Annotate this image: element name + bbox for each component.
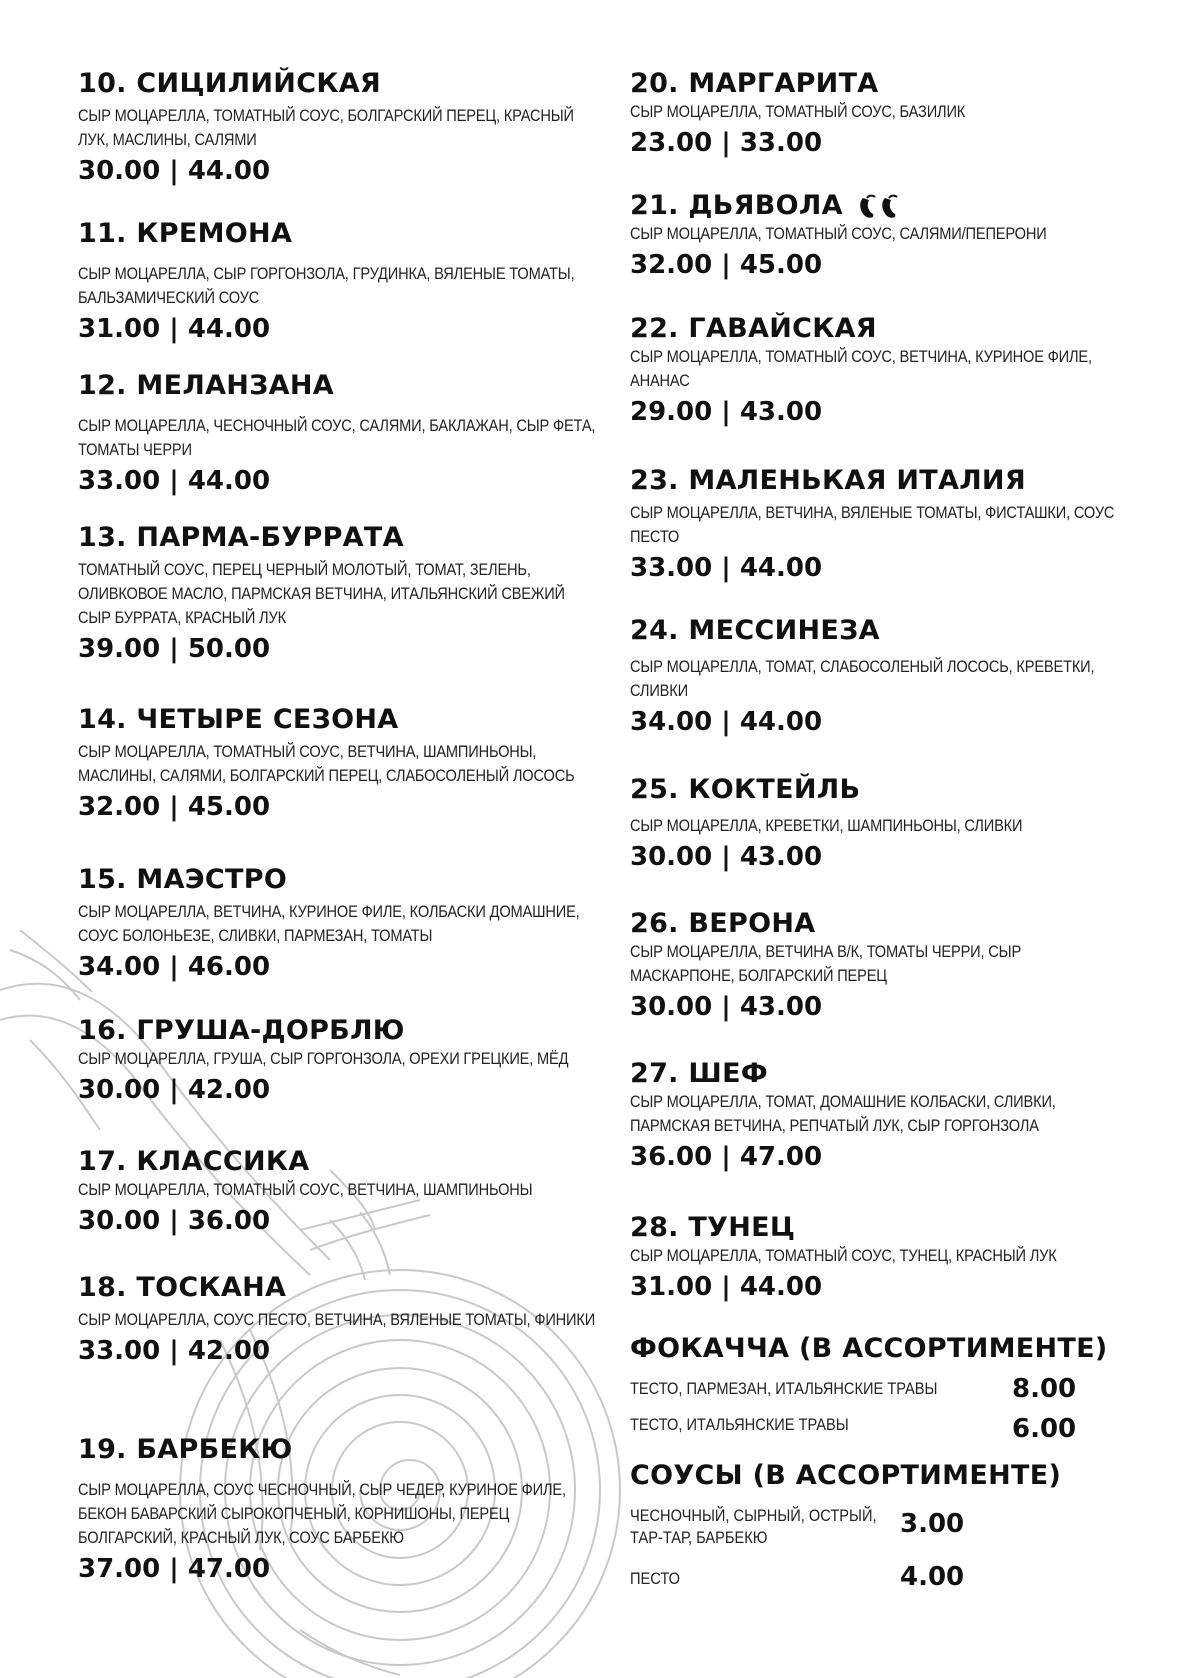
- item-price: 34.00 | 46.00: [78, 952, 271, 982]
- menu-item-15: [78, 864, 598, 984]
- item-price: 30.00 | 42.00: [78, 1075, 271, 1105]
- item-description: СЫР МОЦАРЕЛЛА, ЧЕСНОЧНЫЙ СОУС, САЛЯМИ, БАКЛАЖАН, СЫР ФЕТА, ТОМАТЫ ЧЕРРИ: [78, 416, 596, 459]
- item-description: СЫР МОЦАРЕЛЛА, ВЕТЧИНА В/К, ТОМАТЫ ЧЕРРИ, СЫР МАСКАРПОНЕ, БОЛГАРСКИЙ ПЕРЕЦ: [630, 942, 1022, 985]
- item-title: 27. ШЕФ: [630, 1058, 768, 1089]
- menu-item-17: [78, 1146, 598, 1238]
- menu-item-24: [630, 615, 1130, 739]
- item-price: 4.00: [900, 1562, 965, 1592]
- menu-item-11: [78, 218, 598, 346]
- menu-item-22: [630, 313, 1130, 429]
- item-price: 33.00 | 44.00: [78, 466, 271, 496]
- item-price: 3.00: [900, 1509, 965, 1539]
- item-description: ПЕСТО: [630, 1569, 680, 1588]
- item-price: 37.00 | 47.00: [78, 1554, 271, 1584]
- item-price: 33.00 | 44.00: [630, 553, 823, 583]
- item-price: 29.00 | 43.00: [630, 397, 823, 427]
- focaccia-section: [630, 1333, 1108, 1365]
- menu-item-13: [78, 522, 598, 666]
- item-price: 39.00 | 50.00: [78, 634, 271, 664]
- item-price: 31.00 | 44.00: [630, 1272, 823, 1302]
- item-description: СЫР МОЦАРЕЛЛА, СЫР ГОРГОНЗОЛА, ГРУДИНКА, ВЯЛЕНЫЕ ТОМАТЫ, БАЛЬЗАМИЧЕСКИЙ СОУС: [78, 264, 575, 307]
- item-title-text: 21. ДЬЯВОЛА: [630, 190, 843, 221]
- item-title: 12. МЕЛАНЗАНА: [78, 370, 334, 401]
- menu-item-21: [630, 190, 1114, 282]
- item-price: 30.00 | 44.00: [78, 156, 271, 186]
- item-description: ТЕСТО, ИТАЛЬЯНСКИЕ ТРАВЫ: [630, 1415, 849, 1434]
- item-description: СЫР МОЦАРЕЛЛА, СОУС ПЕСТО, ВЕТЧИНА, ВЯЛЕНЫЕ ТОМАТЫ, ФИНИКИ: [78, 1310, 596, 1329]
- item-title: 20. МАРГАРИТА: [630, 68, 879, 99]
- item-title: 15. МАЭСТРО: [78, 864, 288, 895]
- item-price: 34.00 | 44.00: [630, 707, 823, 737]
- item-description: ЧЕСНОЧНЫЙ, СЫРНЫЙ, ОСТРЫЙ,: [630, 1506, 877, 1525]
- item-description: СЫР МОЦАРЕЛЛА, ВЕТЧИНА, КУРИНОЕ ФИЛЕ, КОЛБАСКИ ДОМАШНИЕ, СОУС БОЛОНЬЕЗЕ, СЛИВКИ, ПАРМЕЗАН, ТОМАТЫ: [78, 902, 580, 945]
- menu-item-27: [630, 1058, 1130, 1174]
- item-title: 14. ЧЕТЫРЕ СЕЗОНА: [78, 704, 399, 735]
- item-title: 23. МАЛЕНЬКАЯ ИТАЛИЯ: [630, 465, 1026, 496]
- item-title: 13. ПАРМА-БУРРАТА: [78, 522, 404, 553]
- sauces-title: СОУСЫ (В АССОРТИМЕНТЕ): [630, 1460, 1062, 1491]
- item-title: 16. ГРУША-ДОРБЛЮ: [78, 1015, 405, 1046]
- item-price: 32.00 | 45.00: [630, 250, 823, 280]
- item-description: СЫР МОЦАРЕЛЛА, ТОМАТНЫЙ СОУС, ВЕТЧИНА, КУРИНОЕ ФИЛЕ, АНАНАС: [630, 347, 1092, 390]
- item-description: СЫР МОЦАРЕЛЛА, ТОМАТНЫЙ СОУС, БАЗИЛИК: [630, 102, 966, 121]
- item-description: ТЕСТО, ПАРМЕЗАН, ИТАЛЬЯНСКИЕ ТРАВЫ: [630, 1379, 938, 1398]
- item-description: СЫР МОЦАРЕЛЛА, СОУС ЧЕСНОЧНЫЙ, СЫР ЧЕДЕР, КУРИНОЕ ФИЛЕ, БЕКОН БАВАРСКИЙ СЫРОКОПЧЕНЫЙ, КОРНИШОНЫ, ПЕРЕЦ БОЛГАРСКИЙ, КРАСНЫЙ ЛУК, СОУС БАРБЕКЮ: [78, 1480, 566, 1547]
- item-description: СЫР МОЦАРЕЛЛА, ТОМАТНЫЙ СОУС, ВЕТЧИНА, ШАМПИНЬОНЫ, МАСЛИНЫ, САЛЯМИ, БОЛГАРСКИЙ ПЕРЕЦ, СЛАБОСОЛЕНЫЙ ЛОСОСЬ: [78, 742, 575, 785]
- menu-item-28: [630, 1212, 1126, 1304]
- menu-item-19: [78, 1434, 598, 1586]
- menu-item-25: [630, 774, 1086, 874]
- item-title: 26. ВЕРОНА: [630, 908, 816, 939]
- item-description: СЫР МОЦАРЕЛЛА, ТОМАТНЫЙ СОУС, БОЛГАРСКИЙ ПЕРЕЦ, КРАСНЫЙ ЛУК, МАСЛИНЫ, САЛЯМИ: [78, 106, 574, 149]
- sauces-section: [630, 1460, 1061, 1492]
- item-title: [630, 190, 1114, 222]
- menu-item-18: [78, 1272, 598, 1368]
- menu-item-10: [78, 68, 598, 188]
- chili-peppers-icon: [855, 194, 903, 220]
- item-description: СЫР МОЦАРЕЛЛА, ТОМАТ, ДОМАШНИЕ КОЛБАСКИ, СЛИВКИ, ПАРМСКАЯ ВЕТЧИНА, РЕПЧАТЫЙ ЛУК, СЫР ГОРГОНЗОЛА: [630, 1092, 1056, 1135]
- item-description: СЫР МОЦАРЕЛЛА, ТОМАТ, СЛАБОСОЛЕНЫЙ ЛОСОСЬ, КРЕВЕТКИ, СЛИВКИ: [630, 657, 1095, 700]
- menu-item-20: [630, 68, 1020, 160]
- item-title: 17. КЛАССИКА: [78, 1146, 310, 1177]
- item-description: СЫР МОЦАРЕЛЛА, ГРУША, СЫР ГОРГОНЗОЛА, ОРЕХИ ГРЕЦКИЕ, МЁД: [78, 1049, 569, 1068]
- item-title: 10. СИЦИЛИЙСКАЯ: [78, 68, 381, 99]
- item-price: 6.00: [1012, 1414, 1077, 1444]
- item-title: 28. ТУНЕЦ: [630, 1212, 796, 1243]
- item-description-line-2: ТАР-ТАР, БАРБЕКЮ: [630, 1528, 768, 1547]
- item-title: 25. КОКТЕЙЛЬ: [630, 774, 861, 805]
- item-title: 24. МЕССИНЕЗА: [630, 615, 880, 646]
- item-price: 23.00 | 33.00: [630, 128, 823, 158]
- item-price: 30.00 | 36.00: [78, 1206, 271, 1236]
- menu-item-16: [78, 1015, 598, 1107]
- item-title: 18. ТОСКАНА: [78, 1272, 287, 1303]
- item-price: 33.00 | 42.00: [78, 1336, 271, 1366]
- menu-item-23: [630, 465, 1130, 585]
- item-price: 36.00 | 47.00: [630, 1142, 823, 1172]
- menu-item-12: [78, 370, 598, 498]
- menu-item-26: [630, 908, 1130, 1024]
- item-price: 32.00 | 45.00: [78, 792, 271, 822]
- item-description: СЫР МОЦАРЕЛЛА, ТОМАТНЫЙ СОУС, ТУНЕЦ, КРАСНЫЙ ЛУК: [630, 1246, 1057, 1265]
- menu-item-14: [78, 704, 598, 824]
- item-description: СЫР МОЦАРЕЛЛА, ВЕТЧИНА, ВЯЛЕНЫЕ ТОМАТЫ, ФИСТАШКИ, СОУС ПЕСТО: [630, 503, 1115, 546]
- item-title: 11. КРЕМОНА: [78, 218, 293, 249]
- item-description: СЫР МОЦАРЕЛЛА, ТОМАТНЫЙ СОУС, ВЕТЧИНА, ШАМПИНЬОНЫ: [78, 1180, 533, 1199]
- focaccia-title: ФОКАЧЧА (В АССОРТИМЕНТЕ): [630, 1333, 1108, 1364]
- item-title: 22. ГАВАЙСКАЯ: [630, 313, 877, 344]
- item-price: 30.00 | 43.00: [630, 992, 823, 1022]
- item-description: СЫР МОЦАРЕЛЛА, ТОМАТНЫЙ СОУС, САЛЯМИ/ПЕПЕРОНИ: [630, 224, 1047, 243]
- item-price: 30.00 | 43.00: [630, 842, 823, 872]
- item-price: 31.00 | 44.00: [78, 314, 271, 344]
- item-description: СЫР МОЦАРЕЛЛА, КРЕВЕТКИ, ШАМПИНЬОНЫ, СЛИВКИ: [630, 816, 1023, 835]
- item-price: 8.00: [1012, 1374, 1077, 1404]
- item-description: ТОМАТНЫЙ СОУС, ПЕРЕЦ ЧЕРНЫЙ МОЛОТЫЙ, ТОМАТ, ЗЕЛЕНЬ, ОЛИВКОВОЕ МАСЛО, ПАРМСКАЯ ВЕТЧИНА, ИТАЛЬЯНСКИЙ СВЕЖИЙ СЫР БУРРАТА, КРАСНЫЙ ЛУК: [78, 560, 565, 627]
- item-title: 19. БАРБЕКЮ: [78, 1434, 293, 1465]
